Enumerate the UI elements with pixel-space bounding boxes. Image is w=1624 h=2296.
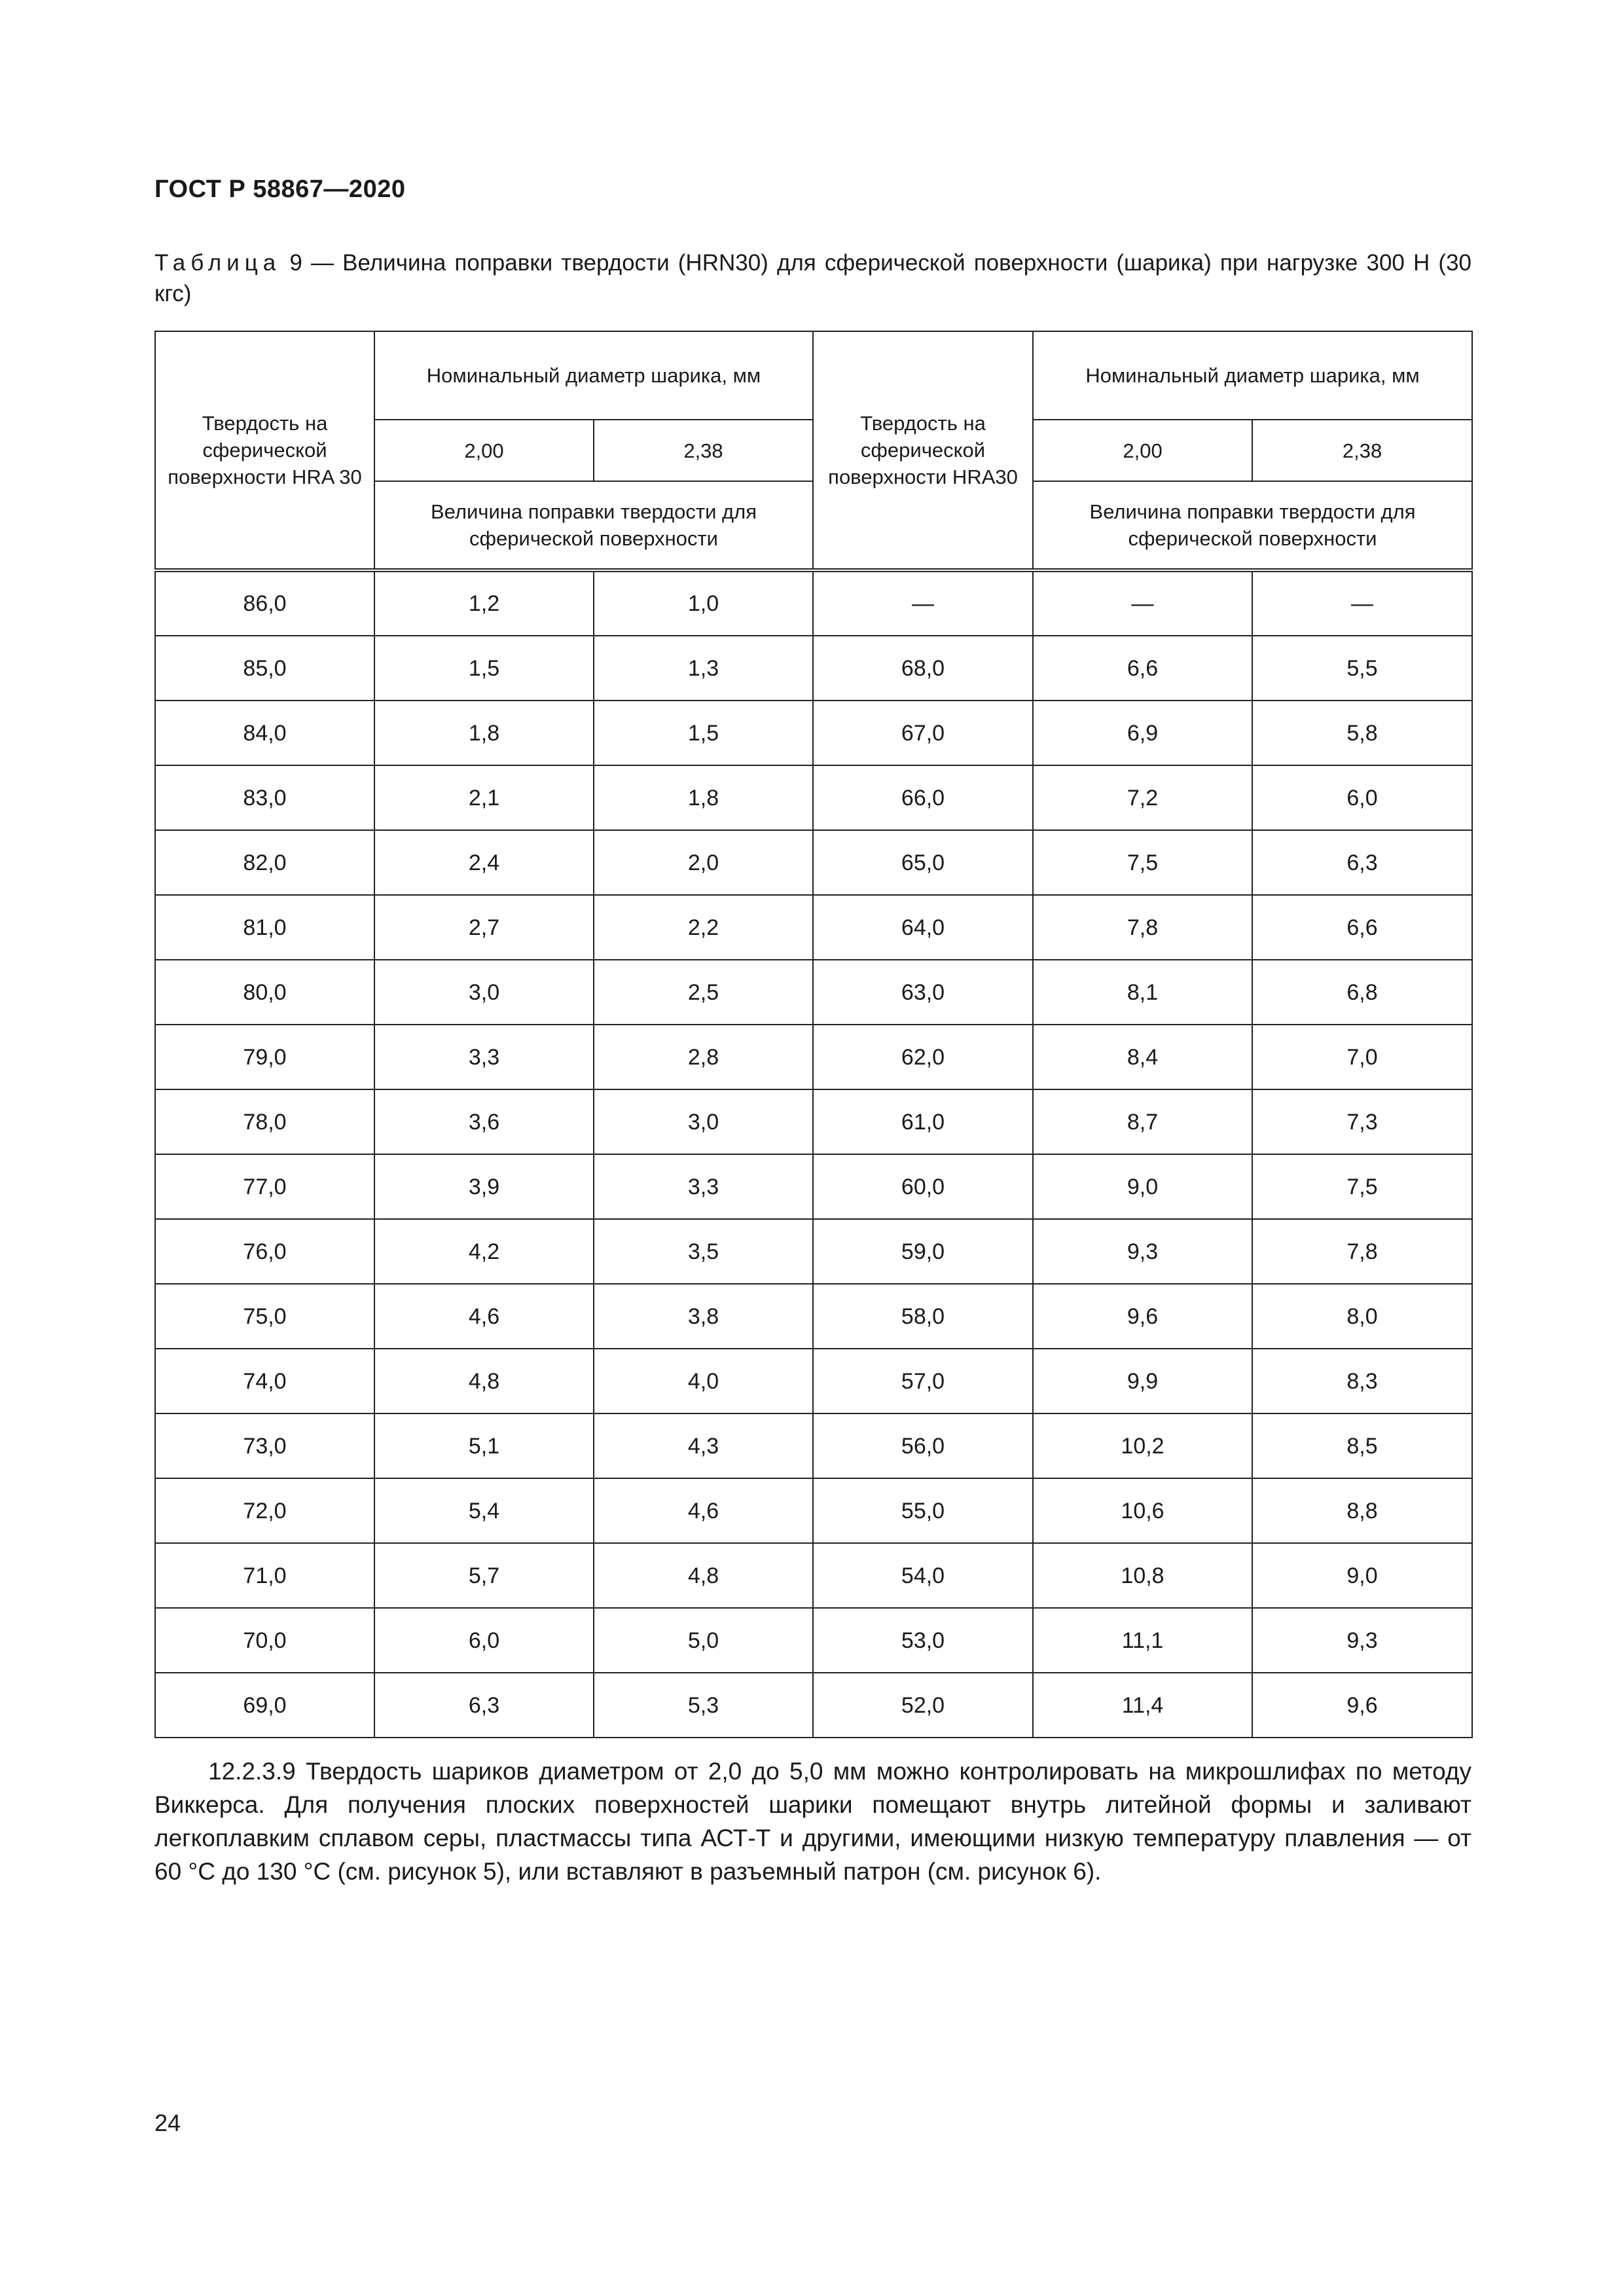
cell-hra-right: 56,0 <box>813 1413 1033 1478</box>
cell-corr-right-2-38: — <box>1252 570 1472 636</box>
correction-left-header: Величина поправки твердости для сферической поверхности <box>374 481 813 570</box>
cell-corr-right-2-38: 9,0 <box>1252 1543 1472 1608</box>
table-row <box>155 1478 1472 1543</box>
table-row <box>155 570 1472 636</box>
cell-hra-right: 53,0 <box>813 1608 1033 1673</box>
cell-corr-right-2-00: 9,6 <box>1033 1284 1252 1349</box>
cell-hra-right: 68,0 <box>813 636 1033 701</box>
table-row <box>155 1284 1472 1349</box>
cell-corr-right-2-38: 8,8 <box>1252 1478 1472 1543</box>
cell-corr-left-2-00: 5,7 <box>374 1543 594 1608</box>
cell-corr-left-2-38: 5,3 <box>594 1673 813 1738</box>
cell-corr-right-2-00: 10,8 <box>1033 1543 1252 1608</box>
cell-hra-right: 67,0 <box>813 701 1033 765</box>
table-caption-text: 9 — Величина поправки твердости (HRN30) для сферической поверхности (шарика) при нагрузке 300 Н (30 кгс) <box>154 250 1471 306</box>
cell-hra-left: 69,0 <box>155 1673 374 1738</box>
cell-hra-left: 75,0 <box>155 1284 374 1349</box>
table-row <box>155 1025 1472 1089</box>
cell-hra-left: 83,0 <box>155 765 374 830</box>
cell-hra-right: 65,0 <box>813 830 1033 895</box>
cell-corr-left-2-00: 5,1 <box>374 1413 594 1478</box>
cell-corr-right-2-00: 7,5 <box>1033 830 1252 895</box>
cell-corr-right-2-38: 6,6 <box>1252 895 1472 960</box>
document-header: ГОСТ Р 58867—2020 <box>154 175 406 203</box>
table-caption-label: Таблица <box>154 250 281 276</box>
cell-corr-right-2-00: 6,6 <box>1033 636 1252 701</box>
cell-corr-right-2-00: 9,3 <box>1033 1219 1252 1284</box>
cell-hra-left: 86,0 <box>155 570 374 636</box>
hardness-right-header: Твердость на сферической поверхности HRA30 <box>813 331 1033 570</box>
table-row <box>155 1608 1472 1673</box>
cell-corr-right-2-00: 11,1 <box>1033 1608 1252 1673</box>
cell-corr-right-2-00: 6,9 <box>1033 701 1252 765</box>
cell-corr-right-2-38: 9,3 <box>1252 1608 1472 1673</box>
cell-corr-left-2-38: 1,5 <box>594 701 813 765</box>
cell-corr-left-2-00: 6,0 <box>374 1608 594 1673</box>
cell-corr-left-2-00: 3,0 <box>374 960 594 1025</box>
hardness-left-header: Твердость на сферической поверхности HRA 30 <box>155 331 374 570</box>
diameter-right-2-38: 2,38 <box>1252 420 1472 481</box>
table-row <box>155 1219 1472 1284</box>
cell-hra-left: 81,0 <box>155 895 374 960</box>
cell-corr-left-2-38: 1,3 <box>594 636 813 701</box>
cell-hra-left: 74,0 <box>155 1349 374 1413</box>
cell-corr-left-2-38: 3,8 <box>594 1284 813 1349</box>
cell-corr-left-2-00: 1,5 <box>374 636 594 701</box>
cell-hra-right: 66,0 <box>813 765 1033 830</box>
cell-corr-left-2-38: 1,0 <box>594 570 813 636</box>
cell-hra-right: 63,0 <box>813 960 1033 1025</box>
cell-hra-left: 78,0 <box>155 1089 374 1154</box>
cell-corr-right-2-38: 7,0 <box>1252 1025 1472 1089</box>
table-caption <box>154 247 1471 309</box>
cell-corr-right-2-38: 6,0 <box>1252 765 1472 830</box>
page-number: 24 <box>154 2109 181 2136</box>
cell-hra-right: 52,0 <box>813 1673 1033 1738</box>
cell-corr-right-2-00: 8,4 <box>1033 1025 1252 1089</box>
cell-corr-left-2-38: 2,0 <box>594 830 813 895</box>
cell-corr-left-2-00: 4,2 <box>374 1219 594 1284</box>
table-row <box>155 765 1472 830</box>
cell-corr-left-2-38: 1,8 <box>594 765 813 830</box>
nominal-diameter-right-header: Номинальный диаметр шарика, мм <box>1033 331 1472 420</box>
cell-corr-right-2-00: 8,7 <box>1033 1089 1252 1154</box>
cell-corr-left-2-00: 2,1 <box>374 765 594 830</box>
table-row <box>155 701 1472 765</box>
table-row <box>155 1089 1472 1154</box>
cell-corr-right-2-38: 7,8 <box>1252 1219 1472 1284</box>
cell-corr-left-2-00: 4,6 <box>374 1284 594 1349</box>
cell-corr-left-2-38: 2,5 <box>594 960 813 1025</box>
cell-corr-right-2-00: 8,1 <box>1033 960 1252 1025</box>
cell-corr-right-2-38: 8,3 <box>1252 1349 1472 1413</box>
cell-corr-right-2-38: 6,8 <box>1252 960 1472 1025</box>
cell-hra-left: 79,0 <box>155 1025 374 1089</box>
cell-hra-left: 85,0 <box>155 636 374 701</box>
cell-corr-left-2-00: 3,3 <box>374 1025 594 1089</box>
cell-corr-right-2-38: 6,3 <box>1252 830 1472 895</box>
table-row <box>155 960 1472 1025</box>
cell-corr-right-2-38: 8,0 <box>1252 1284 1472 1349</box>
table-row <box>155 1673 1472 1738</box>
cell-hra-left: 71,0 <box>155 1543 374 1608</box>
cell-corr-right-2-00: — <box>1033 570 1252 636</box>
cell-hra-left: 84,0 <box>155 701 374 765</box>
cell-corr-left-2-38: 2,8 <box>594 1025 813 1089</box>
cell-hra-right: 54,0 <box>813 1543 1033 1608</box>
cell-corr-right-2-38: 8,5 <box>1252 1413 1472 1478</box>
cell-hra-left: 73,0 <box>155 1413 374 1478</box>
cell-corr-left-2-00: 5,4 <box>374 1478 594 1543</box>
cell-hra-right: 60,0 <box>813 1154 1033 1219</box>
cell-corr-left-2-00: 2,4 <box>374 830 594 895</box>
cell-corr-left-2-00: 3,6 <box>374 1089 594 1154</box>
cell-hra-left: 80,0 <box>155 960 374 1025</box>
cell-corr-left-2-38: 4,3 <box>594 1413 813 1478</box>
table-row <box>155 1543 1472 1608</box>
cell-hra-right: 58,0 <box>813 1284 1033 1349</box>
hardness-correction-table <box>154 331 1473 1738</box>
cell-hra-left: 77,0 <box>155 1154 374 1219</box>
cell-hra-left: 82,0 <box>155 830 374 895</box>
cell-corr-right-2-00: 10,2 <box>1033 1413 1252 1478</box>
table-row <box>155 895 1472 960</box>
cell-corr-right-2-38: 5,8 <box>1252 701 1472 765</box>
cell-corr-right-2-00: 7,2 <box>1033 765 1252 830</box>
cell-corr-right-2-38: 9,6 <box>1252 1673 1472 1738</box>
table-row <box>155 636 1472 701</box>
cell-hra-right: — <box>813 570 1033 636</box>
cell-corr-right-2-00: 7,8 <box>1033 895 1252 960</box>
cell-corr-right-2-38: 5,5 <box>1252 636 1472 701</box>
cell-corr-left-2-38: 4,6 <box>594 1478 813 1543</box>
cell-corr-right-2-00: 11,4 <box>1033 1673 1252 1738</box>
cell-hra-left: 70,0 <box>155 1608 374 1673</box>
cell-hra-left: 76,0 <box>155 1219 374 1284</box>
cell-corr-left-2-00: 2,7 <box>374 895 594 960</box>
cell-corr-right-2-00: 10,6 <box>1033 1478 1252 1543</box>
diameter-left-2-00: 2,00 <box>374 420 594 481</box>
correction-right-header: Величина поправки твердости для сферической поверхности <box>1033 481 1472 570</box>
cell-corr-right-2-38: 7,3 <box>1252 1089 1472 1154</box>
cell-hra-right: 59,0 <box>813 1219 1033 1284</box>
cell-corr-left-2-38: 4,8 <box>594 1543 813 1608</box>
cell-corr-right-2-38: 7,5 <box>1252 1154 1472 1219</box>
cell-corr-left-2-38: 5,0 <box>594 1608 813 1673</box>
cell-corr-left-2-00: 1,8 <box>374 701 594 765</box>
cell-hra-right: 62,0 <box>813 1025 1033 1089</box>
nominal-diameter-left-header: Номинальный диаметр шарика, мм <box>374 331 813 420</box>
cell-corr-left-2-00: 1,2 <box>374 570 594 636</box>
cell-corr-left-2-38: 3,0 <box>594 1089 813 1154</box>
cell-corr-left-2-38: 2,2 <box>594 895 813 960</box>
cell-hra-right: 57,0 <box>813 1349 1033 1413</box>
cell-corr-right-2-00: 9,0 <box>1033 1154 1252 1219</box>
cell-hra-right: 64,0 <box>813 895 1033 960</box>
table-row <box>155 1154 1472 1219</box>
table-row <box>155 830 1472 895</box>
cell-corr-left-2-38: 4,0 <box>594 1349 813 1413</box>
cell-hra-right: 61,0 <box>813 1089 1033 1154</box>
cell-corr-left-2-00: 4,8 <box>374 1349 594 1413</box>
cell-corr-left-2-00: 6,3 <box>374 1673 594 1738</box>
cell-corr-right-2-00: 9,9 <box>1033 1349 1252 1413</box>
cell-hra-right: 55,0 <box>813 1478 1033 1543</box>
cell-corr-left-2-00: 3,9 <box>374 1154 594 1219</box>
table-row <box>155 1413 1472 1478</box>
diameter-right-2-00: 2,00 <box>1033 420 1252 481</box>
cell-corr-left-2-38: 3,3 <box>594 1154 813 1219</box>
diameter-left-2-38: 2,38 <box>594 420 813 481</box>
cell-hra-left: 72,0 <box>155 1478 374 1543</box>
table-row <box>155 1349 1472 1413</box>
cell-corr-left-2-38: 3,5 <box>594 1219 813 1284</box>
body-paragraph: 12.2.3.9 Твердость шариков диаметром от 2,0 до 5,0 мм можно контролировать на микрошлифах по методу Виккерса. Для получения плоских поверхностей шарики помещают внутрь литейной формы и заливают легкоплавким сплавом серы, пластмассы типа АСТ-Т и другими, имеющими низкую температуру плавления — от 60 °С до 130 °С (см. рисунок 5), или вставляют в разъемный патрон (см. рисунок 6). <box>154 1758 1471 1885</box>
